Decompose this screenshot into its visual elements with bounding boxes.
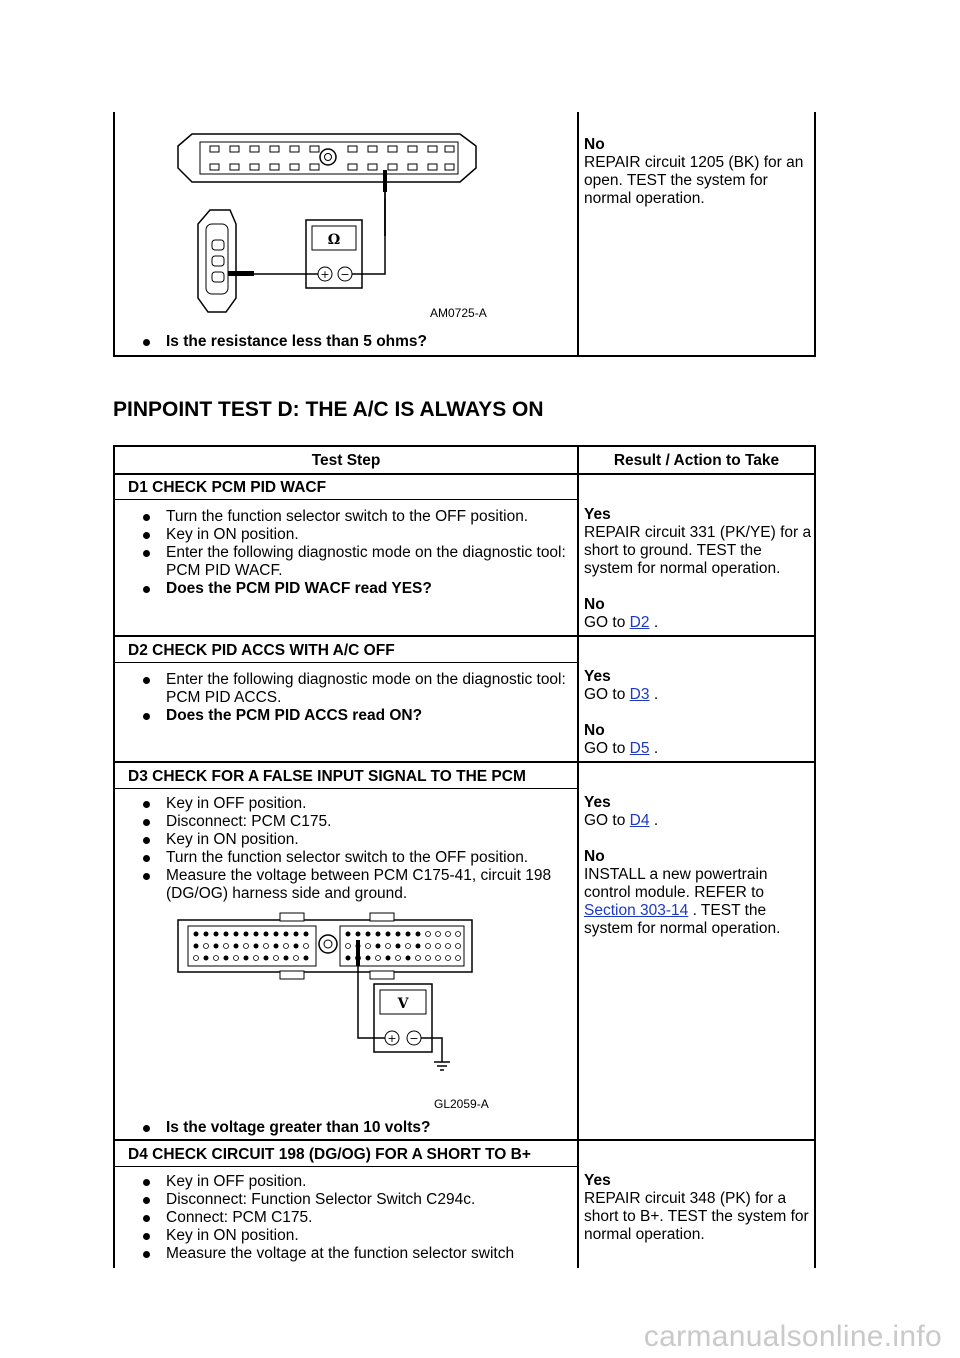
yes-label: Yes xyxy=(584,668,611,685)
list-item: Enter the following diagnostic mode on the diagnostic tool: PCM PID WACF. xyxy=(128,544,568,580)
title-separator xyxy=(113,499,579,500)
step-d3-question: Is the voltage greater than 10 volts? xyxy=(128,1119,568,1137)
result-d4 xyxy=(584,1172,812,1244)
list-item: Disconnect: Function Selector Switch C294c. xyxy=(128,1191,568,1209)
yes-text: REPAIR circuit 331 (PK/YE) for a short to ground. TEST the system for normal operation. xyxy=(584,524,812,577)
list-item: Disconnect: PCM C175. xyxy=(128,813,573,831)
list-item: Key in OFF position. xyxy=(128,795,573,813)
watermark: carmanualsonline.info xyxy=(643,1320,942,1353)
voltmeter-connector-diagram xyxy=(172,912,482,1088)
table-border xyxy=(814,112,816,357)
table-border xyxy=(113,355,816,357)
ohmmeter-connector-diagram xyxy=(170,128,490,328)
top-no-label: No xyxy=(584,136,605,153)
figure-label-am0725: AM0725-A xyxy=(430,306,487,320)
step-d1-question: Does the PCM PID WACF read YES? xyxy=(128,580,568,598)
table-border xyxy=(113,473,816,475)
yes-prefix: GO to xyxy=(584,812,626,829)
svg-text:+: + xyxy=(387,1032,397,1045)
step-d3-question-list xyxy=(128,1119,568,1137)
volt-symbol: V xyxy=(397,996,409,1012)
top-question-list xyxy=(128,333,568,351)
title-separator xyxy=(113,662,579,663)
no-suffix: . xyxy=(653,614,659,631)
table-border xyxy=(577,445,579,1268)
no-prefix: GO to xyxy=(584,614,626,631)
list-item: Enter the following diagnostic mode on the diagnostic tool: PCM PID ACCS. xyxy=(128,671,568,707)
ohm-symbol: Ω xyxy=(327,232,341,248)
yes-label: Yes xyxy=(584,1172,611,1189)
svg-text:−: − xyxy=(340,268,350,281)
step-title-d2: D2 CHECK PID ACCS WITH A/C OFF xyxy=(128,642,395,659)
step-d2-question: Does the PCM PID ACCS read ON? xyxy=(128,707,568,725)
link-d3[interactable]: D3 xyxy=(629,686,650,703)
list-item: Key in ON position. xyxy=(128,1227,568,1245)
yes-label: Yes xyxy=(584,506,611,523)
link-d2[interactable]: D2 xyxy=(629,614,650,631)
svg-text:−: − xyxy=(409,1032,419,1045)
list-item: Connect: PCM C175. xyxy=(128,1209,568,1227)
link-section-303-14[interactable]: Section 303-14 xyxy=(584,902,689,919)
top-result xyxy=(584,136,812,208)
list-item: Key in ON position. xyxy=(128,831,573,849)
figure-label-gl2059: GL2059-A xyxy=(434,1097,489,1111)
row-separator xyxy=(113,761,816,763)
title-separator xyxy=(113,1166,579,1167)
link-d5[interactable]: D5 xyxy=(629,740,650,757)
result-d3 xyxy=(584,794,812,938)
yes-suffix: . xyxy=(653,686,659,703)
step-title-d4: D4 CHECK CIRCUIT 198 (DG/OG) FOR A SHORT TO B+ xyxy=(128,1146,531,1163)
table-border xyxy=(113,112,115,357)
table-border xyxy=(113,445,115,1268)
col-header-result: Result / Action to Take xyxy=(613,452,780,469)
pinpoint-title: PINPOINT TEST D: THE A/C IS ALWAYS ON xyxy=(113,398,544,421)
no-label: No xyxy=(584,722,605,739)
no-suffix: . TEST the system for normal operation. xyxy=(584,902,781,937)
table-border xyxy=(577,112,579,357)
list-item: Key in ON position. xyxy=(128,526,568,544)
no-label: No xyxy=(584,848,605,865)
no-prefix: GO to xyxy=(584,740,626,757)
list-item: Measure the voltage at the function selector switch xyxy=(128,1245,568,1263)
top-no-text: REPAIR circuit 1205 (BK) for an open. TEST the system for normal operation. xyxy=(584,154,804,207)
svg-text:+: + xyxy=(320,268,330,281)
no-suffix: . xyxy=(653,740,659,757)
row-separator xyxy=(113,635,816,637)
link-d4[interactable]: D4 xyxy=(629,812,650,829)
no-text: INSTALL a new powertrain control module. REFER to xyxy=(584,866,768,901)
list-item: Turn the function selector switch to the OFF position. xyxy=(128,508,568,526)
step-title-d1: D1 CHECK PCM PID WACF xyxy=(128,479,327,496)
result-d1 xyxy=(584,506,812,632)
step-d2-list xyxy=(128,671,568,725)
col-header-step: Test Step xyxy=(311,452,381,469)
yes-label: Yes xyxy=(584,794,611,811)
top-question: Is the resistance less than 5 ohms? xyxy=(128,333,568,351)
list-item: Key in OFF position. xyxy=(128,1173,568,1191)
title-separator xyxy=(113,788,579,789)
list-item: Turn the function selector switch to the OFF position. xyxy=(128,849,573,867)
step-title-d3: D3 CHECK FOR A FALSE INPUT SIGNAL TO THE PCM xyxy=(128,768,526,785)
result-d2 xyxy=(584,668,812,758)
step-d3-list xyxy=(128,795,573,903)
yes-suffix: . xyxy=(653,812,659,829)
list-item: Measure the voltage between PCM C175-41, circuit 198 (DG/OG) harness side and ground. xyxy=(128,867,573,903)
yes-text: REPAIR circuit 348 (PK) for a short to B+. TEST the system for normal operation. xyxy=(584,1190,809,1243)
row-separator xyxy=(113,1139,816,1141)
step-d4-list xyxy=(128,1173,568,1263)
step-d1-list xyxy=(128,508,568,598)
no-label: No xyxy=(584,596,605,613)
table-border xyxy=(113,445,816,447)
yes-prefix: GO to xyxy=(584,686,626,703)
table-border xyxy=(814,445,816,1268)
